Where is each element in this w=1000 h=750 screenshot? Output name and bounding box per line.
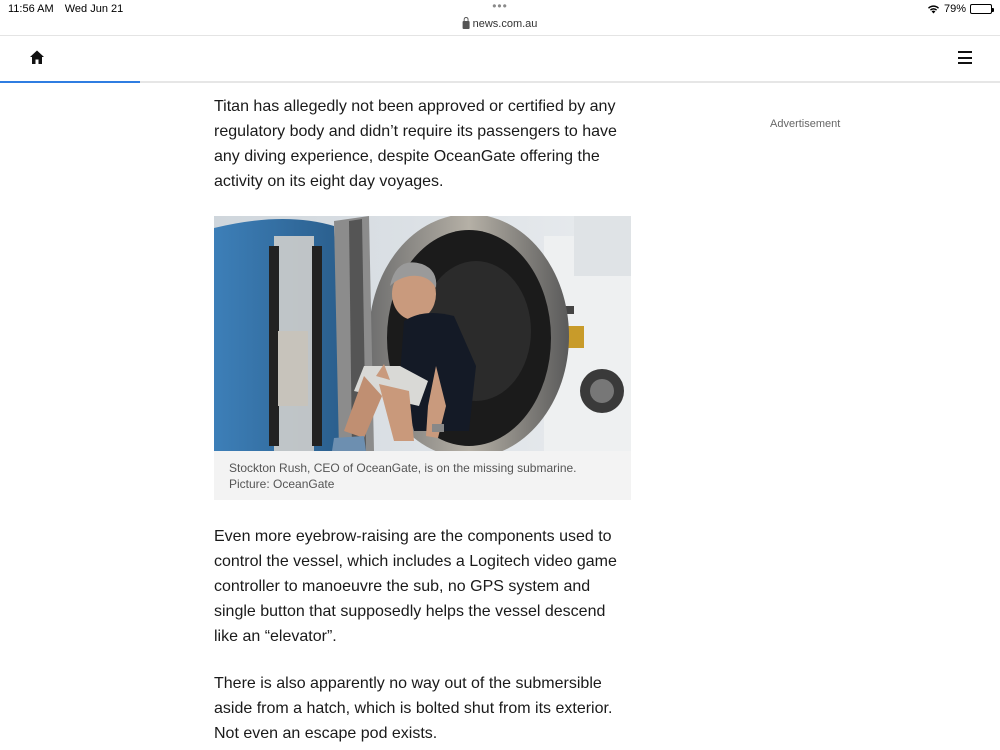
article-paragraph: Even more eyebrow-raising are the components used to control the vessel, which includes a Logitech video game controller to manoeuvre the sub, no GPS system and single button that supposedly helps the vessel descend like an “elevator”. <box>214 528 617 645</box>
address-bar[interactable] <box>463 18 538 30</box>
status-bar <box>0 0 1000 36</box>
figure-caption <box>214 451 631 500</box>
site-header <box>0 37 1000 83</box>
menu-button[interactable] <box>958 51 972 64</box>
status-time: 11:56 AM <box>8 3 54 15</box>
battery-percent: 79% <box>943 3 966 15</box>
status-date: Wed Jun 21 <box>64 3 124 15</box>
hamburger-menu-icon <box>958 51 972 53</box>
article-body <box>214 94 632 746</box>
status-time-date <box>8 3 131 15</box>
battery-icon <box>970 4 992 14</box>
home-icon <box>27 48 47 68</box>
multitasking-dots-icon[interactable]: ••• <box>492 0 508 13</box>
home-button[interactable] <box>27 48 47 68</box>
article-photo[interactable] <box>214 216 631 451</box>
url-text: news.com.au <box>472 18 538 30</box>
reading-progress-fill <box>0 81 140 83</box>
caption-credit: Picture: OceanGate <box>229 477 335 491</box>
caption-text: Stockton Rush, CEO of OceanGate, is on the missing submarine. <box>229 461 577 475</box>
lock-icon <box>463 21 470 29</box>
status-indicators <box>927 3 992 15</box>
article-figure <box>214 216 631 500</box>
article-paragraph: Titan has allegedly not been approved or certified by any regulatory body and didn’t require its passengers to have any diving experience, despite OceanGate offering the activity on its eight day voyages. <box>214 98 617 190</box>
wifi-icon <box>927 4 940 14</box>
article-paragraph: There is also apparently no way out of the submersible aside from a hatch, which is bolted shut from its exterior. Not even an escape pod exists. <box>214 675 613 742</box>
reading-progress-bar <box>0 81 1000 84</box>
advertisement-label: Advertisement <box>770 118 841 130</box>
